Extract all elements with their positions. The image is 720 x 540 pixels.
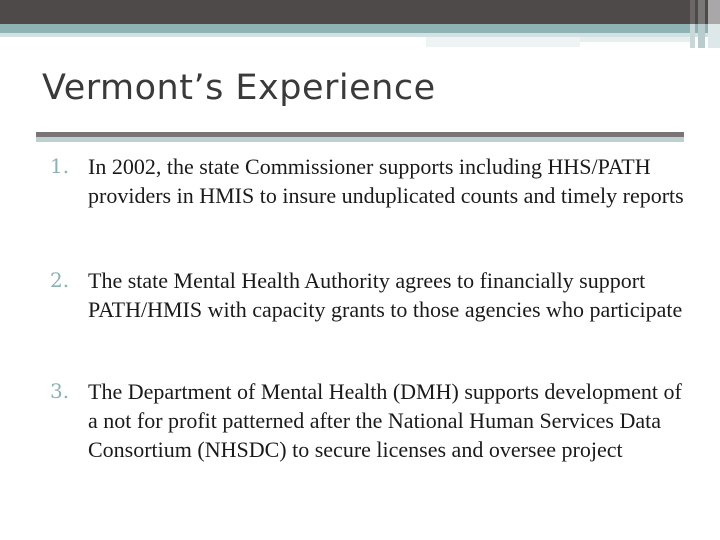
corner-strip-light-3 (708, 24, 720, 48)
slide-title: Vermont’s Experience (42, 68, 436, 108)
list-item-text: The Department of Mental Health (DMH) supports development of a not for profit patterned after the National Human Services Data Consortium (NHSDC) to secure licenses and oversee project (88, 379, 682, 462)
list-item-number: 1. (50, 154, 70, 178)
header-accent-block (426, 37, 580, 47)
list-item-number: 2. (50, 268, 70, 292)
header-band-dark (0, 0, 720, 24)
list-item-number: 3. (50, 379, 70, 403)
corner-strip-light-2 (698, 24, 705, 48)
list-item-text: In 2002, the state Commissioner supports including HHS/PATH providers in HMIS to insure unduplicated counts and timely reports (88, 154, 684, 208)
corner-strip-light-1 (690, 24, 695, 48)
header-accent-block-2 (580, 37, 690, 42)
list-item-text: The state Mental Health Authority agrees to financially support PATH/HMIS with capacity grants to those agencies who participate (88, 268, 683, 322)
title-rule-light (36, 137, 684, 142)
header-band-teal (0, 24, 720, 33)
